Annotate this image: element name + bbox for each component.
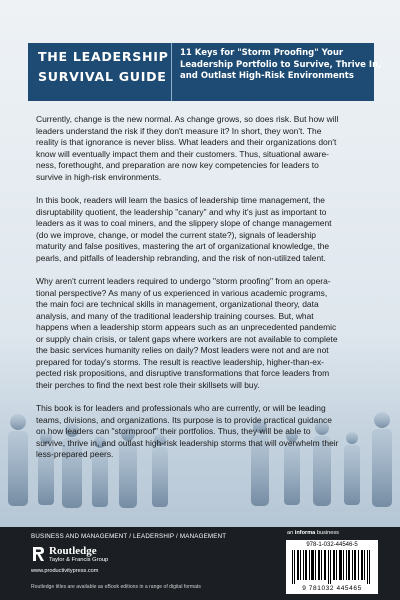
back-cover-description [36, 114, 372, 473]
text-line: ness, forethought, and preparation are now key competencies for leaders to [36, 160, 319, 170]
title-line-1: THE LEADERSHIP [38, 49, 169, 64]
informa-wordmark: informa [294, 530, 316, 536]
text-line: tional perspective? As many of us experienced in various academic programs, [36, 287, 328, 298]
subject-category: BUSINESS AND MANAGEMENT / LEADERSHIP / MANAGEMENT [31, 533, 227, 540]
isbn-number: 978-1-032-44546-5 [306, 542, 358, 548]
title-block [28, 43, 172, 101]
text-line: Currently, change is the new normal. As change grows, so does risk. But how will [36, 114, 339, 124]
text-line: This book is for leaders and professionals who are currently, or will be leading [36, 403, 326, 413]
text-line: pearls, and pitfalls of leadership rebranding, and the risk of non-utilized talent. [36, 252, 326, 263]
text-line: or supply chain crisis, or talent gaps where workers are not available to complete [36, 333, 338, 344]
text-line: survive in high-risk environments. [36, 171, 162, 182]
routledge-logo-icon [31, 546, 45, 562]
text-line: happens when a leadership storm appears such as an unprecedented pandemic [36, 322, 337, 332]
text-line: reality is that ignorance is never bliss. What leaders and their organizations don't [36, 137, 337, 147]
title-line-2: SURVIVAL GUIDE [38, 69, 167, 84]
paragraph [36, 403, 372, 461]
paragraph [36, 276, 372, 391]
isbn-barcode-panel [286, 540, 378, 594]
text-line: analysis, and many of the traditional leadership training courses. But, what [36, 310, 314, 321]
text-line: (do we improve, change, or model the current state?), signals of leadership [36, 229, 316, 240]
publisher-url: www.productivitypress.com [31, 568, 99, 574]
text-line: leaders understand the risk if they don't measure it? In short, they won't. The [36, 125, 322, 136]
publisher-name: Routledge [49, 545, 97, 557]
barcode-icon [290, 550, 374, 584]
text-line: pected risk propositions, and disruptive transformations that force leaders from [36, 368, 330, 378]
paragraph [36, 114, 372, 183]
text-line: the main foci are technical skills in management, organizational theory, data [36, 299, 319, 309]
subtitle [180, 48, 382, 83]
text-line: In this book, readers will learn the basics of leadership time management, the [36, 195, 325, 205]
paragraph [36, 195, 372, 264]
text-line: less-prepared peers. [36, 449, 114, 459]
text-line: prepared for today's storms. The result is reactive leadership, higher-than-ex- [36, 356, 324, 367]
subtitle-line: Leadership Portfolio to Survive, Thrive In, [180, 59, 382, 70]
text-line: on how leaders can "stormproof" their portfolios. Thus, they will be able to [36, 426, 311, 436]
text-line: leaders as it was to coal miners, and the slippery slope of change management [36, 218, 332, 228]
text-line: their perches to find the next best role their skillsets will buy. [36, 379, 260, 390]
text-line: know will eventually impact them and their customers. Thus, situational aware- [36, 148, 329, 159]
text-line: Why aren't current leaders required to undergo "storm proofing" from an opera- [36, 276, 331, 286]
ebook-note: Routledge titles are available as eBook editions in a range of digital formats [31, 584, 201, 590]
text-line: disruptability quotient, the leadership "canary" and why it's just as important to [36, 206, 327, 217]
text-line: teams, divisions, and organizations. Its purpose is to provide practical guidance [36, 414, 332, 425]
subtitle-line: and Outlast High-Risk Environments [180, 71, 354, 81]
informa-business-label [287, 530, 339, 536]
barcode-number: 9 781032 445465 [302, 585, 362, 592]
publisher-group: Taylor & Francis Group [49, 557, 109, 563]
title-band [28, 43, 382, 101]
text-line: maturity and false positives, mastering the art of organizational knowledge, the [36, 241, 330, 251]
informa-suffix: business [315, 530, 339, 536]
informa-prefix: an [287, 530, 295, 536]
text-line: the basic services humanity relies on daily? Most leaders were not and are not [36, 345, 329, 355]
subtitle-line: 11 Keys for "Storm Proofing" Your [180, 48, 344, 58]
text-line: survive, thrive in, and outlast high-risk leadership storms that will overwhelm their [36, 437, 339, 448]
